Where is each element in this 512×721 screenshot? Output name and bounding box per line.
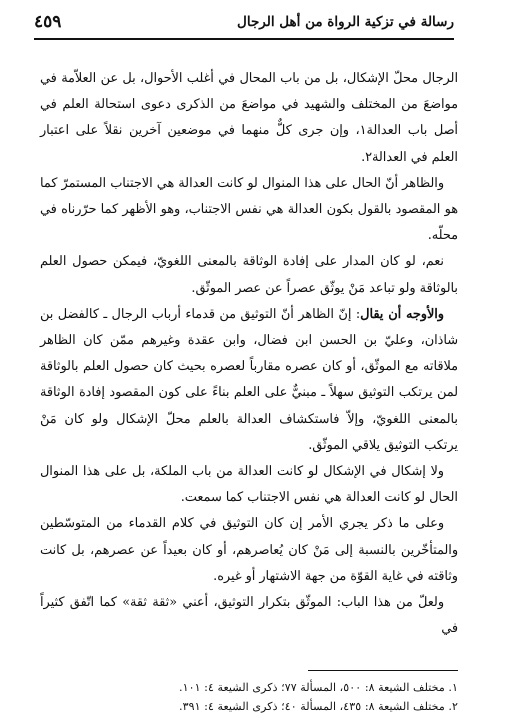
paragraph: ولعلّ من هذا الباب: الموثّق بتكرار التوثيق، أعني «ثقة ثقة» كما اتّفق كثيراً في	[40, 595, 458, 637]
paragraph: نعم، لو كان المدار على إفادة الوثاقة بالمعنى اللغويّ، فيمكن حصول العلم بالوثاقة ولو تباعد مَنْ يوثّق عصراً عن عصر الموثّق.	[40, 254, 458, 296]
footnote-1: ١. مختلف الشيعة ٨: ٥٠٠، المسألة ٧٧؛ ذكرى الشيعة ٤: ١٠١.	[179, 681, 458, 694]
footnote-divider	[308, 670, 458, 671]
paragraph: والظاهر أنّ الحال على هذا المنوال لو كانت العدالة هي الاجتناب المستمرّ كما هو المقصود بالقول بكون العدالة هي نفس الاجتناب، وهو الأظهر كما حرّرناه في محلّه.	[40, 175, 458, 244]
running-header	[34, 10, 454, 34]
paragraph: ولا إشكال في الإشكال لو كانت العدالة من باب الملكة، بل على هذا المنوال الحال لو كانت العدالة هي نفس الاجتناب كما سمعت.	[40, 464, 458, 506]
paragraph: وعلى ما ذكر يجري الأمر إن كان التوثيق في كلام القدماء من المتوسّطين والمتأخّرين بالنسبة إلى مَنْ كان يُعاصرهم، أو كان بعيداً عن عصرهم، بل كانت وثاقته في غاية القوّة من جهة الاشتهار أو غيره.	[40, 516, 458, 584]
paragraph-lead: والأوجه أن يقال	[360, 306, 444, 322]
header-title: رسالة في تزكية الرواة من أهل الرجال	[237, 14, 454, 30]
page-number: ٤٥٩	[34, 12, 62, 32]
header-divider	[34, 38, 454, 40]
paragraph	[40, 302, 458, 459]
paragraph: الرجال محلّ الإشكال، بل من باب المحال في أغلب الأحوال، بل عن العلاّمة في مواضعَ من المختلف والشهيد في مواضعَ من الذكرى دعوى استحالة العلم في أصل باب العدالة١، وإن جرى كلٌّ منهما في موضعين آخرين نقلاً على اعتبار العلم في العدالة٢.	[40, 71, 458, 165]
main-text	[40, 66, 458, 642]
footnotes	[40, 678, 458, 716]
footnote-2: ٢. مختلف الشيعة ٨: ٤٣٥، المسألة ٤٠؛ ذكرى الشيعة ٤: ٣٩١.	[179, 700, 458, 713]
paragraph-body: : إنّ الظاهر أنّ التوثيق من قدماء أرباب الرجال ـ كالفضل بن شاذان، وعليّ بن الحسن ابن فضال، وابن عقدة وغيرهم ممّن كان الظاهر ملاقاته مع الموثّق، أو كان عصره مقارباً لعصره بحيث كان حصول العلم بالوثاقة لمن يرتكب التوثيق سهلاً ـ مبنيٌّ على العلم بناءً على كون المقصود إفادة الوثاقة بالمعنى اللغويّ، وإلاّ فاستكشاف العدالة بالعلم محلّ الإشكال ولو كان مَنْ يرتكب التوثيق يلاقي الموثّق.	[40, 306, 458, 453]
